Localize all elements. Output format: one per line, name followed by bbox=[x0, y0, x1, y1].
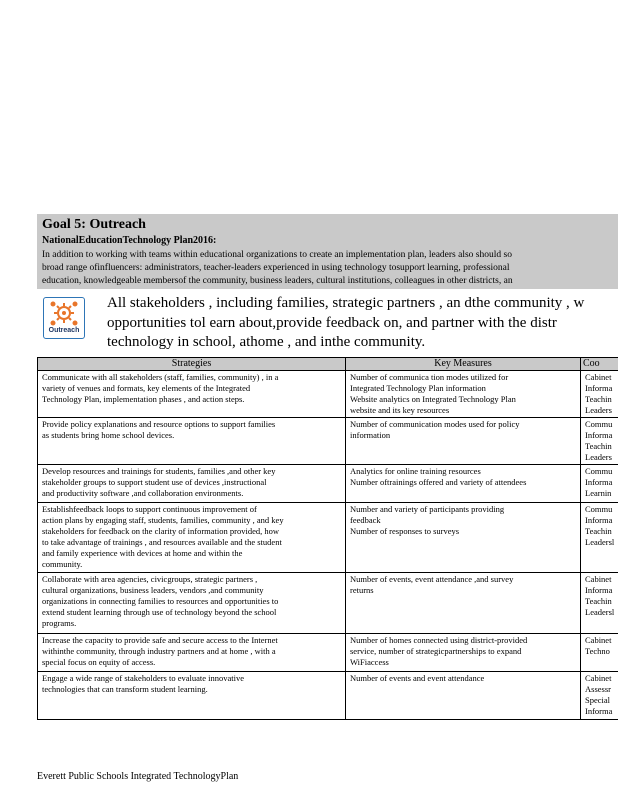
measures-cell-line: Website analytics on Integrated Technology Plan bbox=[350, 394, 516, 404]
measures-cell bbox=[346, 672, 581, 720]
strategy-cell-line: Technology Plan, implementation phases , and action steps. bbox=[42, 394, 245, 404]
coordinator-cell bbox=[581, 503, 618, 573]
coordinator-cell-line: Commu bbox=[585, 504, 613, 514]
strategy-cell-line: Provide policy explanations and resource options to support families bbox=[42, 419, 276, 429]
intro-line: opportunities tol earn about,provide feedback on, and partner with the distr bbox=[107, 315, 557, 331]
table-body bbox=[38, 371, 618, 720]
gear-network-icon bbox=[49, 300, 79, 328]
coordinator-cell bbox=[581, 672, 618, 720]
measures-cell-line: Analytics for online training resources bbox=[350, 466, 481, 476]
strategy-cell bbox=[38, 634, 346, 672]
coordinator-cell-line: Cabinet bbox=[585, 635, 612, 645]
coordinator-cell-line: Leaders bbox=[585, 452, 612, 462]
coordinator-cell-line: Informa bbox=[585, 383, 613, 393]
coordinator-cell-line: Special bbox=[585, 695, 611, 705]
measures-cell bbox=[346, 573, 581, 634]
measures-cell-line: Number oftrainings offered and variety of attendees bbox=[350, 477, 527, 487]
coordinator-cell bbox=[581, 573, 618, 634]
coordinator-cell-line: Learnin bbox=[585, 488, 612, 498]
outreach-logo bbox=[43, 297, 85, 339]
intro-line: technology in school, athome , and inthe community. bbox=[107, 334, 426, 350]
goal-title: Goal 5: Outreach bbox=[42, 217, 146, 232]
strategy-cell-line: cultural organizations, business leaders, vendors ,and community bbox=[42, 585, 264, 595]
coordinator-cell-line: Informa bbox=[585, 585, 613, 595]
goal-subtitle: NationalEducationTechnology Plan2016: bbox=[42, 235, 217, 246]
measures-cell-line: website and its key resources bbox=[350, 405, 450, 415]
coordinator-cell bbox=[581, 418, 618, 465]
strategy-cell-line: extend student learning through use of technology beyond the school bbox=[42, 607, 277, 617]
measures-cell-line: Number of communication modes used for policy bbox=[350, 419, 520, 429]
table-row bbox=[38, 371, 618, 418]
measures-cell bbox=[346, 418, 581, 465]
strategy-cell-line: Increase the capacity to provide safe and secure access to the Internet bbox=[42, 635, 278, 645]
measures-cell-line: information bbox=[350, 430, 391, 440]
strategy-cell-line: and productivity software ,and collaboration environments. bbox=[42, 488, 244, 498]
strategy-cell bbox=[38, 465, 346, 503]
icon-label: Outreach bbox=[48, 327, 80, 334]
coordinator-cell-line: Assessr bbox=[585, 684, 611, 694]
table-row bbox=[38, 672, 618, 720]
page-footer: Everett Public Schools Integrated TechnologyPlan bbox=[37, 771, 239, 782]
coordinator-cell-line: Leadersl bbox=[585, 607, 615, 617]
coordinator-cell-line: Leaders bbox=[585, 405, 612, 415]
strategies-table bbox=[37, 357, 618, 720]
strategy-cell-line: and family experience with devices at home and within the bbox=[42, 548, 243, 558]
measures-cell-line: feedback bbox=[350, 515, 381, 525]
strategies-table-wrapper bbox=[37, 357, 618, 727]
strategy-cell bbox=[38, 418, 346, 465]
coordinator-cell bbox=[581, 634, 618, 672]
coordinator-cell-line: Informa bbox=[585, 477, 613, 487]
intro-line: All stakeholders , including families, strategic partners , an dthe community , w bbox=[107, 295, 585, 311]
strategy-cell-line: organizations in connecting families to resources and opportunities to bbox=[42, 596, 279, 606]
strategy-cell-line: Engage a wide range of stakeholders to evaluate innovative bbox=[42, 673, 245, 683]
strategy-cell-line: programs. bbox=[42, 618, 77, 628]
table-row bbox=[38, 573, 618, 634]
strategy-cell-line: Develop resources and trainings for students, families ,and other key bbox=[42, 466, 276, 476]
strategy-cell-line: stakeholder groups to support student use of devices ,instructional bbox=[42, 477, 267, 487]
measures-cell-line: Number of events and event attendance bbox=[350, 673, 485, 683]
measures-cell-line: Number of communica tion modes utilized for bbox=[350, 372, 509, 382]
strategy-cell-line: to take advantage of trainings , and resources available and the student bbox=[42, 537, 282, 547]
table-row bbox=[38, 465, 618, 503]
measures-cell-line: Number of responses to surveys bbox=[350, 526, 460, 536]
coordinator-cell-line: Informa bbox=[585, 515, 613, 525]
table-row bbox=[38, 634, 618, 672]
strategy-cell-line: variety of venues and formats, key elements of the Integrated bbox=[42, 383, 251, 393]
measures-cell-line: service, number of strategicpartnerships to expand bbox=[350, 646, 522, 656]
table-row bbox=[38, 418, 618, 465]
coordinator-cell-line: Informa bbox=[585, 706, 613, 716]
table-row bbox=[38, 503, 618, 573]
measures-cell bbox=[346, 634, 581, 672]
coordinator-cell-line: Teachin bbox=[585, 596, 612, 606]
strategy-cell-line: action plans by engaging staff, students, families, community , and key bbox=[42, 515, 284, 525]
coordinator-cell-line: Teachin bbox=[585, 526, 612, 536]
coordinator-cell-line: Cabinet bbox=[585, 574, 612, 584]
coordinator-cell-line: Teachin bbox=[585, 441, 612, 451]
header-key-measures: Key Measures bbox=[346, 358, 581, 371]
coordinator-cell-line: Leadersl bbox=[585, 537, 615, 547]
measures-cell bbox=[346, 371, 581, 418]
header-coordinators: Coo bbox=[581, 358, 618, 371]
table-header-row bbox=[38, 358, 618, 371]
header-strategies: Strategies bbox=[38, 358, 346, 371]
goal-header-box bbox=[37, 214, 618, 289]
coordinator-cell-line: Techno bbox=[585, 646, 610, 656]
measures-cell bbox=[346, 503, 581, 573]
strategy-cell bbox=[38, 503, 346, 573]
strategy-cell-line: Establishfeedback loops to support continuous improvement of bbox=[42, 504, 257, 514]
coordinator-cell bbox=[581, 465, 618, 503]
coordinator-cell-line: Informa bbox=[585, 430, 613, 440]
coordinator-cell bbox=[581, 371, 618, 418]
coordinator-cell-line: Cabinet bbox=[585, 673, 612, 683]
strategy-cell-line: special focus on equity of access. bbox=[42, 657, 156, 667]
measures-cell-line: Integrated Technology Plan information bbox=[350, 383, 486, 393]
strategy-cell-line: technologies that can transform student learning. bbox=[42, 684, 208, 694]
strategy-cell-line: Collaborate with area agencies, civicgroups, strategic partners , bbox=[42, 574, 258, 584]
measures-cell bbox=[346, 465, 581, 503]
coordinator-cell-line: Cabinet bbox=[585, 372, 612, 382]
strategy-cell-line: as students bring home school devices. bbox=[42, 430, 175, 440]
strategy-cell-line: community. bbox=[42, 559, 83, 569]
measures-cell-line: Number and variety of participants providing bbox=[350, 504, 505, 514]
strategy-cell bbox=[38, 672, 346, 720]
goal-paragraph-line: education, knowledgeable membersof the community, business leaders, cultural institutions, colleagues in other districts, an bbox=[42, 276, 513, 286]
strategy-cell-line: stakeholders for feedback on the clarity of information provided, how bbox=[42, 526, 279, 536]
goal-paragraph-line: broad range ofinfluencers: administrators, teacher-leaders experienced in using technology tosupport learning, professional bbox=[42, 263, 510, 273]
coordinator-cell-line: Teachin bbox=[585, 394, 612, 404]
strategy-cell bbox=[38, 371, 346, 418]
measures-cell-line: WiFiaccess bbox=[350, 657, 389, 667]
measures-cell-line: Number of events, event attendance ,and survey bbox=[350, 574, 514, 584]
strategy-cell-line: withinthe community, through industry partners and at home , with a bbox=[42, 646, 276, 656]
measures-cell-line: returns bbox=[350, 585, 374, 595]
measures-cell-line: Number of homes connected using district-provided bbox=[350, 635, 528, 645]
strategy-cell bbox=[38, 573, 346, 634]
strategy-cell-line: Communicate with all stakeholders (staff, families, community) , in a bbox=[42, 372, 279, 382]
coordinator-cell-line: Commu bbox=[585, 466, 613, 476]
goal-paragraph-line: In addition to working with teams within educational organizations to create an implementation plan, leaders also should so bbox=[42, 250, 512, 260]
coordinator-cell-line: Commu bbox=[585, 419, 613, 429]
